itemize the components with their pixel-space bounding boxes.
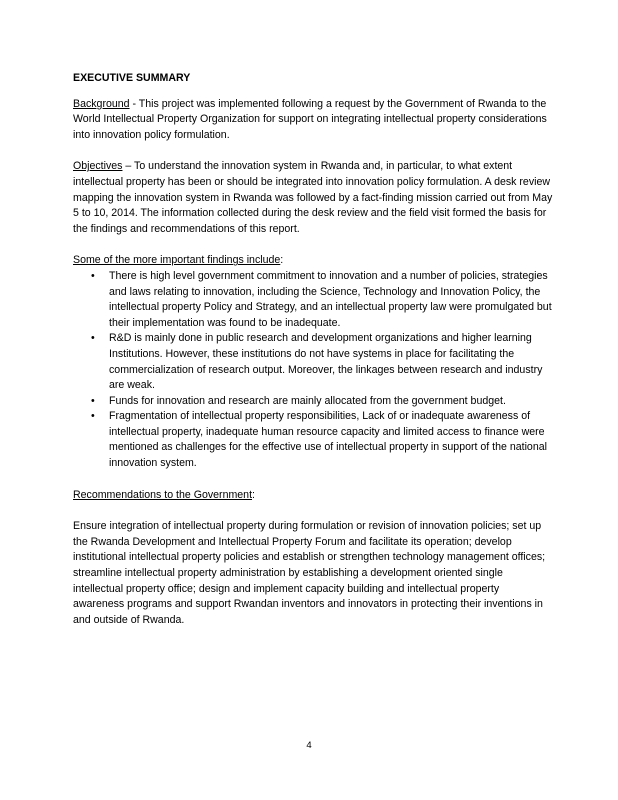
findings-label: Some of the more important findings include <box>73 254 281 267</box>
bullet-icon: • <box>91 269 95 282</box>
section-heading: EXECUTIVE SUMMARY <box>73 72 191 84</box>
finding-text: R&D is mainly done in public research and development organizations and higher learning Institutions. However, these institutions do not have systems in place for facilitating the commercialization of research output. Moreover, the linkages between research and industry are weak. <box>109 332 543 392</box>
recommendations-paragraph: Ensure integration of intellectual property during formulation or revision of innovation policies; set up the Rwanda Development and Intellectual Property Forum and facilitate its operation; develop institutional intellectual property policies and establish or strengthen technology management offices; streamline intellectual property administration by establishing a development oriented single intellectual property office; design and implement capacity building and intellectual property awareness programs and support Rwandan inventors and innovators in protecting their inventions in and outside of Rwanda. <box>73 520 546 626</box>
recommendations-label: Recommendations to the Government <box>73 488 253 501</box>
page-number: 4 <box>306 740 312 751</box>
background-paragraph <box>73 97 553 144</box>
list-item <box>73 394 553 410</box>
objectives-paragraph <box>73 159 553 237</box>
finding-text: Fragmentation of intellectual property responsibilities, Lack of or inadequate awareness of intellectual property, inadequate human resource capacity and limited access to finance were mentioned as challenges for the effective use of intellectual property in support of the national innovation system. <box>109 410 547 470</box>
objectives-label: Objectives <box>73 160 123 173</box>
bullet-icon: • <box>91 332 95 345</box>
objectives-text: – To understand the innovation system in Rwanda and, in particular, to what extent intellectual property has been or should be integrated into innovation policy formulation. A desk review mapping the innovation system in Rwanda was followed by a fact-finding mission carried out from May 5 to 10, 2014. The information collected during the desk review and the field visit formed the basis for the findings and recommendations of this report. <box>73 160 553 235</box>
finding-text: There is high level government commitment to innovation and a number of policies, strategies and laws relating to innovation, including the Science, Technology and Innovation Policy, the intellectual property Policy and Strategy, and an intellectual property law were promulgated but their implementation was found to be inadequate. <box>109 269 552 329</box>
bullet-icon: • <box>91 394 95 407</box>
background-label: Background <box>73 97 130 110</box>
findings-list <box>73 269 553 472</box>
findings-intro <box>73 253 553 269</box>
finding-text: Funds for innovation and research are mainly allocated from the government budget. <box>109 394 506 407</box>
recommendations-suffix: : <box>252 488 255 501</box>
findings-suffix: : <box>280 254 284 267</box>
list-item <box>73 409 553 471</box>
bullet-icon: • <box>91 410 95 423</box>
document-body <box>73 71 553 628</box>
recommendations-heading <box>73 488 553 504</box>
list-item <box>73 269 553 331</box>
background-text: - This project was implemented following a request by the Government of Rwanda to the World Intellectual Property Organization for support on integrating intellectual property considerations into innovation policy formulation. <box>73 97 547 141</box>
list-item <box>73 331 553 393</box>
